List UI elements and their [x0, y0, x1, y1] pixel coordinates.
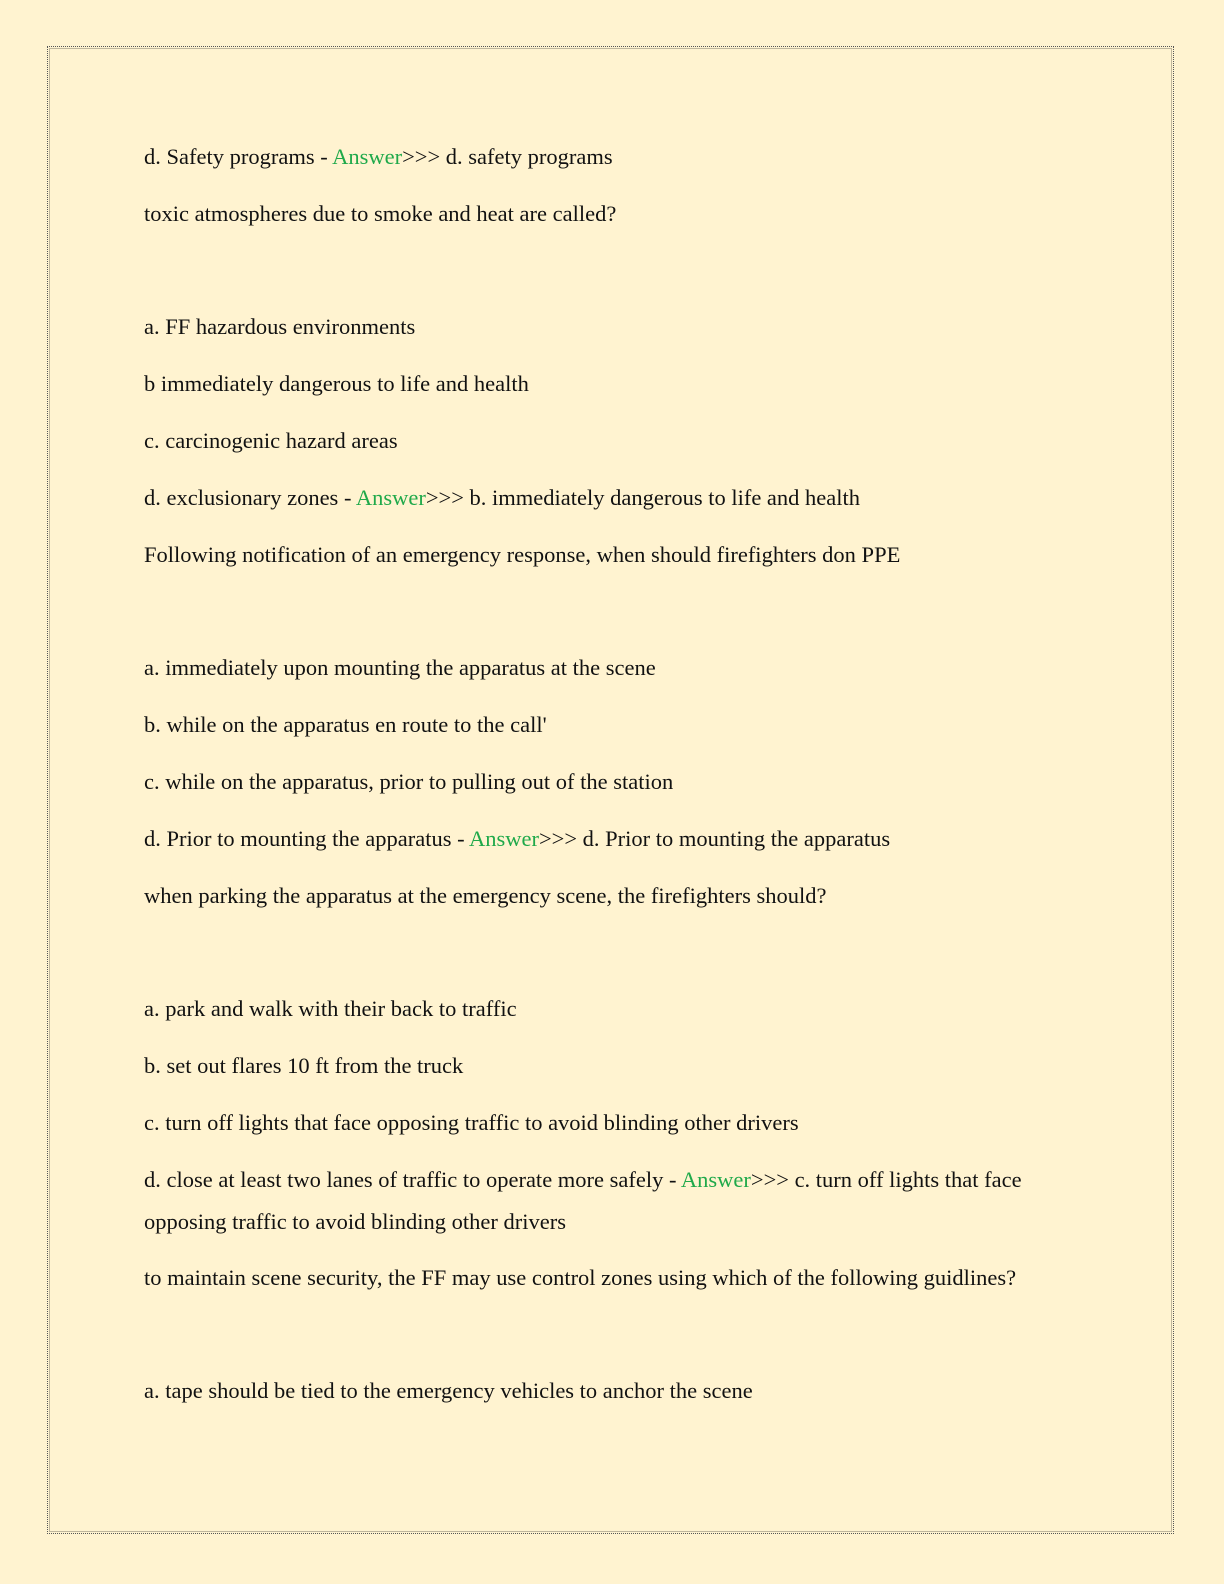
option-text: b. set out flares 10 ft from the truck — [144, 1053, 464, 1078]
option-text: a. park and walk with their back to traffic — [144, 996, 517, 1021]
answer-label: Answer — [332, 144, 403, 169]
answer-line: d. Prior to mounting the apparatus - Answer>>> d. Prior to mounting the apparatus — [144, 826, 891, 851]
question-text: toxic atmospheres due to smoke and heat are called? — [144, 201, 617, 226]
answer-line: d. exclusionary zones - Answer>>> b. immediately dangerous to life and health — [144, 485, 861, 510]
option-text: b immediately dangerous to life and health — [144, 371, 529, 396]
question-text: Following notification of an emergency response, when should firefighters don PPE — [144, 542, 901, 567]
option-text: c. turn off lights that face opposing traffic to avoid blinding other drivers — [144, 1110, 799, 1135]
option-text: c. while on the apparatus, prior to pulling out of the station — [144, 769, 674, 794]
option-text: b. while on the apparatus en route to the call' — [144, 712, 547, 737]
option-text: a. FF hazardous environments — [144, 314, 416, 339]
question-text: when parking the apparatus at the emergency scene, the firefighters should? — [144, 883, 827, 908]
answer-label: Answer — [680, 1167, 751, 1192]
question-text: to maintain scene security, the FF may use control zones using which of the following guidlines? — [144, 1265, 1017, 1290]
answer-label: Answer — [355, 485, 426, 510]
answer-line: d. Safety programs - Answer>>> d. safety programs — [144, 144, 613, 169]
answer-line: d. close at least two lanes of traffic to operate more safely - Answer>>> c. turn off lights that face opposing traffic to avoid blinding other drivers — [144, 1167, 1022, 1234]
answer-label: Answer — [468, 826, 539, 851]
option-text: a. tape should be tied to the emergency vehicles to anchor the scene — [144, 1378, 753, 1403]
option-text: a. immediately upon mounting the apparatus at the scene — [144, 655, 656, 680]
option-text: c. carcinogenic hazard areas — [144, 428, 398, 453]
